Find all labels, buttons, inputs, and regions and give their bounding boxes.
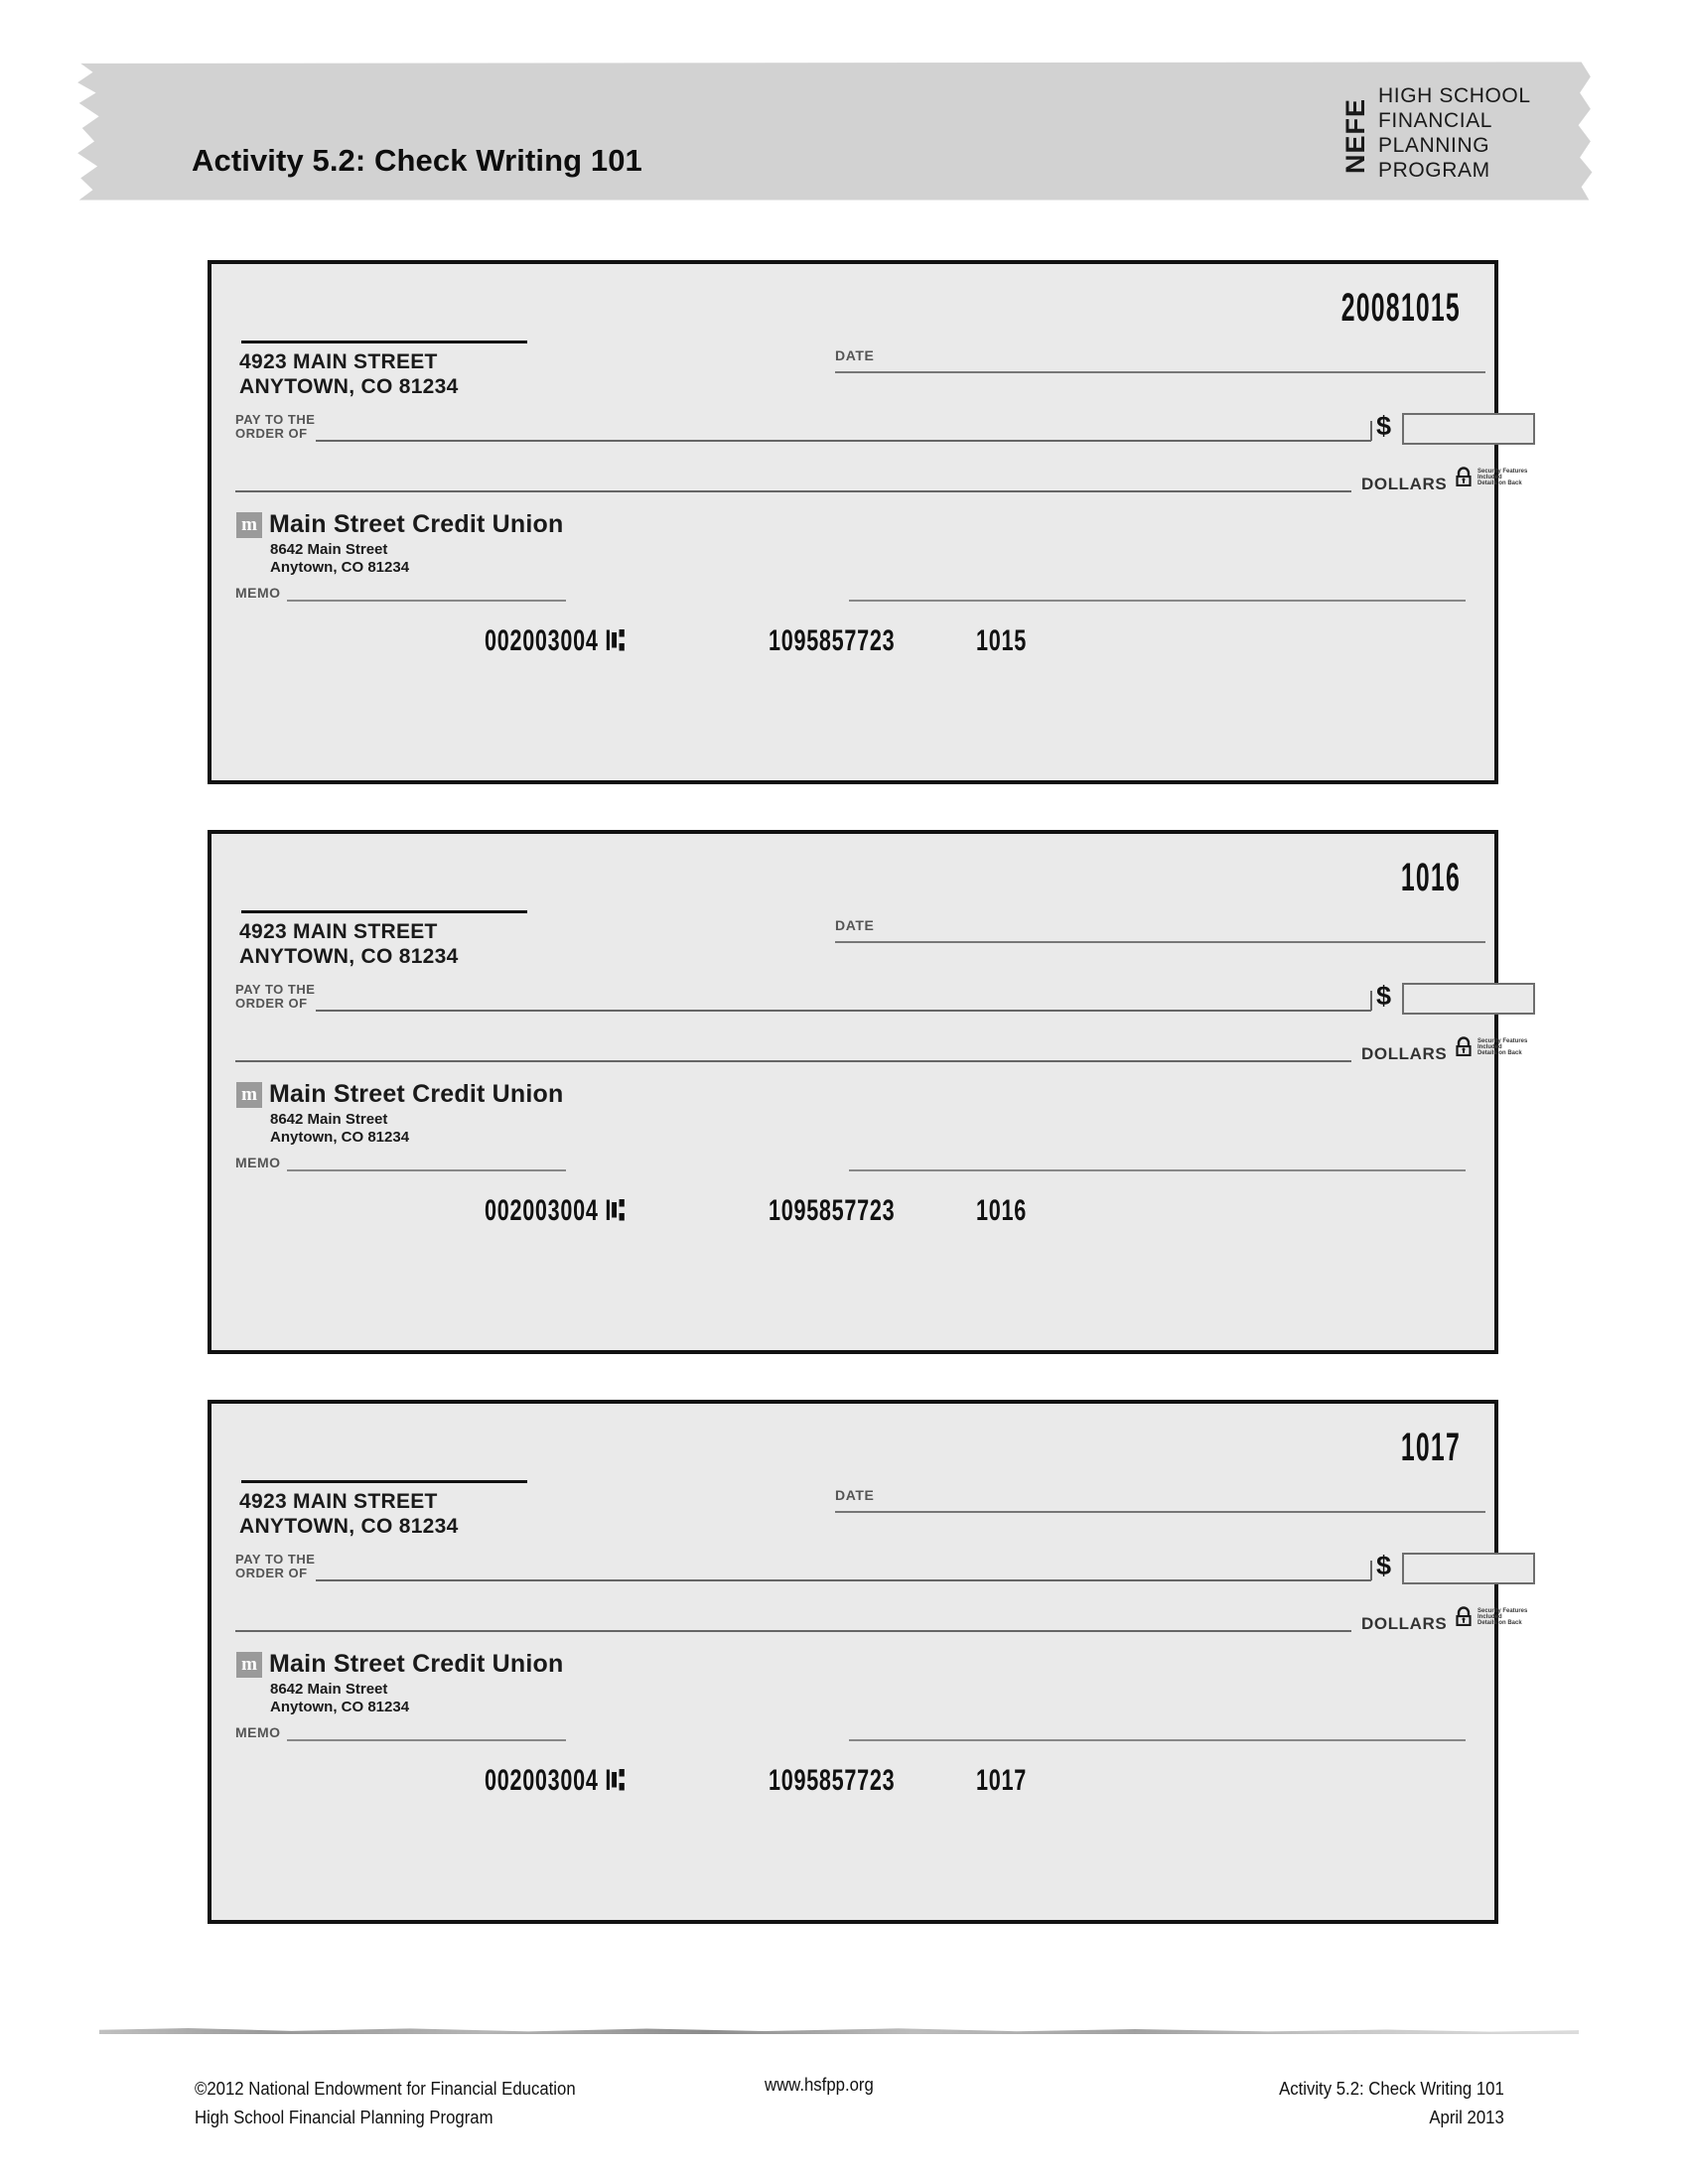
amount-words-input-line[interactable] bbox=[235, 490, 1351, 492]
bank-title-row bbox=[236, 1650, 564, 1679]
signature-input-line[interactable] bbox=[849, 600, 1466, 602]
page-footer bbox=[0, 2075, 1688, 2144]
memo-input-line[interactable] bbox=[287, 600, 566, 602]
padlock-icon bbox=[1453, 1606, 1475, 1628]
check-form[interactable] bbox=[208, 260, 1528, 784]
pay-to-order-of-label bbox=[235, 983, 315, 1011]
dollars-label: DOLLARS bbox=[1361, 1614, 1448, 1633]
payer-address-line-2: ANYTOWN, CO 81234 bbox=[239, 1515, 459, 1538]
logo-line-financial: FINANCIAL bbox=[1378, 109, 1493, 132]
micr-check-number: 1016 bbox=[976, 1194, 1027, 1227]
seal-text-line-2: Included bbox=[1477, 475, 1502, 480]
nefe-logo bbox=[1342, 83, 1531, 189]
payer-address bbox=[239, 919, 459, 969]
amount-words-input-line[interactable] bbox=[235, 1630, 1351, 1632]
bank-title-row bbox=[236, 1080, 564, 1109]
pay-to-label-line-1: PAY TO THE bbox=[235, 412, 316, 427]
payer-name-line[interactable] bbox=[241, 910, 527, 913]
micr-line bbox=[211, 1764, 1494, 1808]
bank-block bbox=[236, 1650, 564, 1716]
micr-account-number: 1095857723 bbox=[769, 1194, 896, 1227]
payer-address-line-2: ANYTOWN, CO 81234 bbox=[239, 945, 459, 968]
amount-numeric-box[interactable] bbox=[1402, 413, 1535, 445]
security-seal-text bbox=[1477, 469, 1527, 486]
signature-input-line[interactable] bbox=[849, 1169, 1466, 1171]
bank-block bbox=[236, 510, 564, 577]
bank-title-row bbox=[236, 510, 564, 539]
date-input-line[interactable] bbox=[835, 1511, 1485, 1513]
footer-website[interactable]: www.hsfpp.org bbox=[765, 2075, 874, 2095]
footer-activity-info bbox=[1279, 2075, 1504, 2132]
bank-address-line-1: 8642 Main Street bbox=[270, 1681, 388, 1698]
payer-name-line[interactable] bbox=[241, 341, 527, 343]
dollar-sign-icon: $ bbox=[1376, 1551, 1392, 1580]
amount-numeric-box[interactable] bbox=[1402, 1553, 1535, 1584]
dollar-sign-icon: $ bbox=[1376, 981, 1392, 1011]
memo-input-line[interactable] bbox=[287, 1169, 566, 1171]
hsfpp-logo-lines bbox=[1378, 83, 1531, 183]
memo-label: MEMO bbox=[235, 1155, 281, 1170]
amount-numeric-box[interactable] bbox=[1402, 983, 1535, 1015]
micr-line bbox=[211, 1194, 1494, 1238]
pay-to-order-of-label bbox=[235, 1553, 315, 1580]
payee-input-line[interactable] bbox=[316, 1579, 1371, 1581]
memo-label: MEMO bbox=[235, 585, 281, 601]
seal-text-line-1: Security Features bbox=[1477, 1038, 1528, 1044]
logo-line-program: PROGRAM bbox=[1378, 159, 1490, 182]
footer-copyright-line-1: ©2012 National Endowment for Financial Education bbox=[195, 2079, 576, 2099]
payer-address bbox=[239, 349, 459, 399]
padlock-icon bbox=[1453, 467, 1475, 488]
footer-copyright bbox=[195, 2075, 576, 2132]
payee-input-line[interactable] bbox=[316, 1010, 1371, 1012]
payee-line-end-tick bbox=[1370, 1561, 1372, 1580]
check-number: 20081015 bbox=[1340, 286, 1461, 330]
bank-address-line-2: Anytown, CO 81234 bbox=[270, 1699, 410, 1715]
micr-routing-number: 002003004 I⑆ bbox=[485, 624, 626, 657]
micr-routing-number: 002003004 I⑆ bbox=[485, 1764, 626, 1797]
date-label: DATE bbox=[835, 347, 875, 363]
security-seal bbox=[1453, 1036, 1527, 1058]
security-seal bbox=[1453, 467, 1527, 488]
bank-block bbox=[236, 1080, 564, 1147]
micr-account-number: 1095857723 bbox=[769, 1764, 896, 1797]
padlock-icon bbox=[1453, 1036, 1475, 1058]
bank-address-line-1: 8642 Main Street bbox=[270, 1111, 388, 1128]
footer-divider bbox=[99, 2027, 1579, 2034]
pay-to-order-of-label bbox=[235, 413, 315, 441]
check-number: 1016 bbox=[1400, 856, 1461, 899]
seal-text-line-1: Security Features bbox=[1477, 1608, 1528, 1614]
nefe-wordmark: NEFE bbox=[1340, 98, 1370, 175]
payee-line-end-tick bbox=[1370, 991, 1372, 1011]
bank-logo-icon: m bbox=[236, 1082, 262, 1108]
seal-text-line-3: Details on Back bbox=[1477, 1620, 1522, 1626]
footer-date: April 2013 bbox=[1429, 2108, 1504, 2127]
pay-to-label-line-1: PAY TO THE bbox=[235, 1552, 316, 1567]
bank-address-line-2: Anytown, CO 81234 bbox=[270, 559, 410, 576]
dollars-label: DOLLARS bbox=[1361, 475, 1448, 493]
pay-to-label-line-1: PAY TO THE bbox=[235, 982, 316, 997]
pay-to-label-line-2: ORDER OF bbox=[235, 996, 308, 1011]
bank-address bbox=[270, 541, 564, 577]
check-form[interactable] bbox=[208, 1400, 1528, 1924]
security-seal-text bbox=[1477, 1608, 1527, 1626]
micr-check-number: 1017 bbox=[976, 1764, 1027, 1797]
payee-input-line[interactable] bbox=[316, 440, 1371, 442]
payer-name-line[interactable] bbox=[241, 1480, 527, 1483]
check-number: 1017 bbox=[1400, 1426, 1461, 1469]
bank-address-line-1: 8642 Main Street bbox=[270, 541, 388, 558]
bank-address bbox=[270, 1111, 564, 1147]
payer-address bbox=[239, 1489, 459, 1539]
bank-name: Main Street Credit Union bbox=[269, 510, 564, 538]
signature-input-line[interactable] bbox=[849, 1739, 1466, 1741]
dollar-sign-icon: $ bbox=[1376, 411, 1392, 441]
seal-text-line-1: Security Features bbox=[1477, 469, 1528, 475]
amount-words-input-line[interactable] bbox=[235, 1060, 1351, 1062]
check-form[interactable] bbox=[208, 830, 1528, 1354]
seal-text-line-2: Included bbox=[1477, 1044, 1502, 1050]
security-seal-text bbox=[1477, 1038, 1527, 1056]
date-label: DATE bbox=[835, 1487, 875, 1503]
micr-account-number: 1095857723 bbox=[769, 624, 896, 657]
bank-address bbox=[270, 1681, 564, 1716]
micr-routing-number: 002003004 I⑆ bbox=[485, 1194, 626, 1227]
payer-address-line-1: 4923 MAIN STREET bbox=[239, 1490, 438, 1513]
bank-logo-icon: m bbox=[236, 512, 262, 538]
bank-name: Main Street Credit Union bbox=[269, 1650, 564, 1678]
date-label: DATE bbox=[835, 917, 875, 933]
payer-address-line-2: ANYTOWN, CO 81234 bbox=[239, 375, 459, 398]
seal-text-line-3: Details on Back bbox=[1477, 480, 1522, 486]
micr-line bbox=[211, 624, 1494, 668]
pay-to-label-line-2: ORDER OF bbox=[235, 1566, 308, 1580]
date-input-line[interactable] bbox=[835, 371, 1485, 373]
logo-line-planning: PLANNING bbox=[1378, 134, 1490, 157]
seal-text-line-3: Details on Back bbox=[1477, 1050, 1522, 1056]
micr-check-number: 1015 bbox=[976, 624, 1027, 657]
payee-line-end-tick bbox=[1370, 421, 1372, 441]
security-seal bbox=[1453, 1606, 1527, 1628]
seal-text-line-2: Included bbox=[1477, 1614, 1502, 1620]
logo-line-high-school: HIGH SCHOOL bbox=[1378, 84, 1531, 107]
bank-logo-icon: m bbox=[236, 1652, 262, 1678]
page-title: Activity 5.2: Check Writing 101 bbox=[192, 143, 642, 178]
pay-to-label-line-2: ORDER OF bbox=[235, 426, 308, 441]
bank-name: Main Street Credit Union bbox=[269, 1080, 564, 1108]
footer-copyright-line-2: High School Financial Planning Program bbox=[195, 2108, 493, 2127]
memo-label: MEMO bbox=[235, 1724, 281, 1740]
payer-address-line-1: 4923 MAIN STREET bbox=[239, 350, 438, 373]
payer-address-line-1: 4923 MAIN STREET bbox=[239, 920, 438, 943]
date-input-line[interactable] bbox=[835, 941, 1485, 943]
footer-activity-name: Activity 5.2: Check Writing 101 bbox=[1279, 2079, 1504, 2099]
memo-input-line[interactable] bbox=[287, 1739, 566, 1741]
dollars-label: DOLLARS bbox=[1361, 1044, 1448, 1063]
bank-address-line-2: Anytown, CO 81234 bbox=[270, 1129, 410, 1146]
